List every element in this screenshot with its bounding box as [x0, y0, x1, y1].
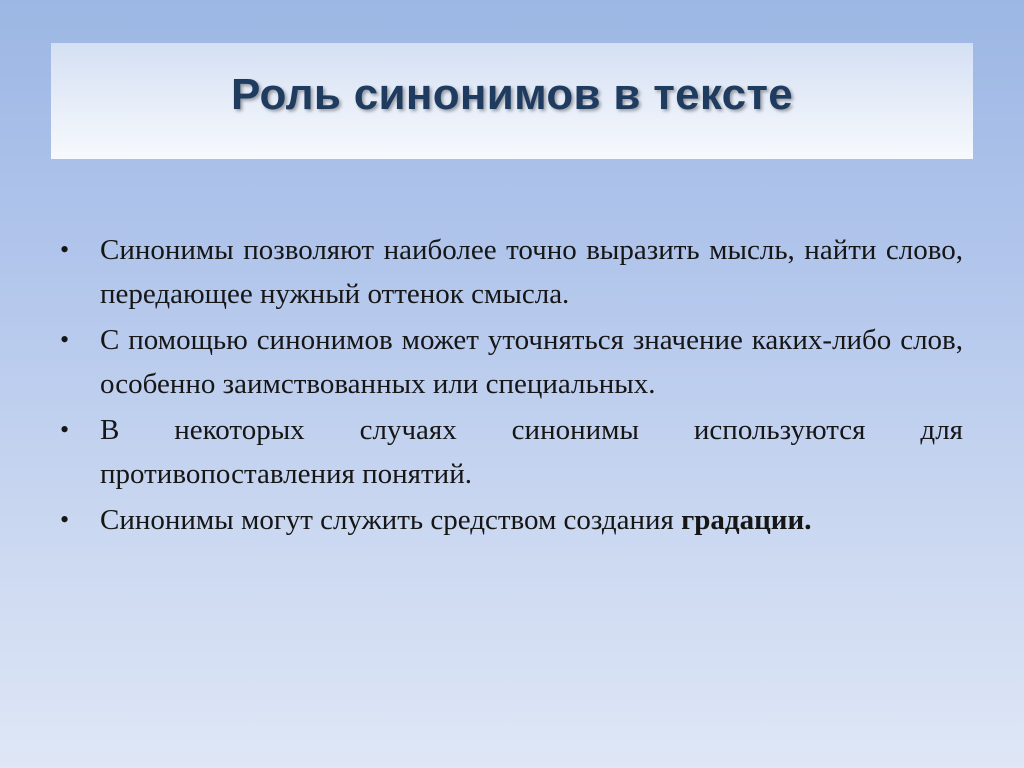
- bullet-text: Синонимы позволяют наиболее точно выразить мысль, найти слово, передающее нужный оттенок смысла.: [100, 234, 963, 310]
- bullet-dot-icon: •: [60, 235, 70, 264]
- bullet-dot-icon: •: [60, 325, 70, 354]
- bullet-dot-icon: •: [60, 415, 70, 444]
- bullet-text: С помощью синонимов может уточняться значение каких-либо слов, особенно заимствованных или специальных.: [100, 324, 963, 400]
- slide-body: [60, 228, 963, 544]
- bullet-list: [60, 228, 963, 542]
- bullet-item-4: [60, 498, 963, 542]
- bullet-item-2: [60, 318, 963, 406]
- slide-title: Роль синонимов в тексте: [230, 70, 794, 119]
- bullet-text: В некоторых случаях синонимы используются для противопоставления понятий.: [100, 414, 963, 490]
- bullet-item-1: [60, 228, 963, 316]
- title-banner: [51, 43, 973, 159]
- bullet-item-3: [60, 408, 963, 496]
- bullet-text-emphasis: градации.: [681, 504, 812, 536]
- bullet-text: Синонимы могут служить средством создания: [100, 504, 682, 536]
- bullet-dot-icon: •: [60, 505, 70, 534]
